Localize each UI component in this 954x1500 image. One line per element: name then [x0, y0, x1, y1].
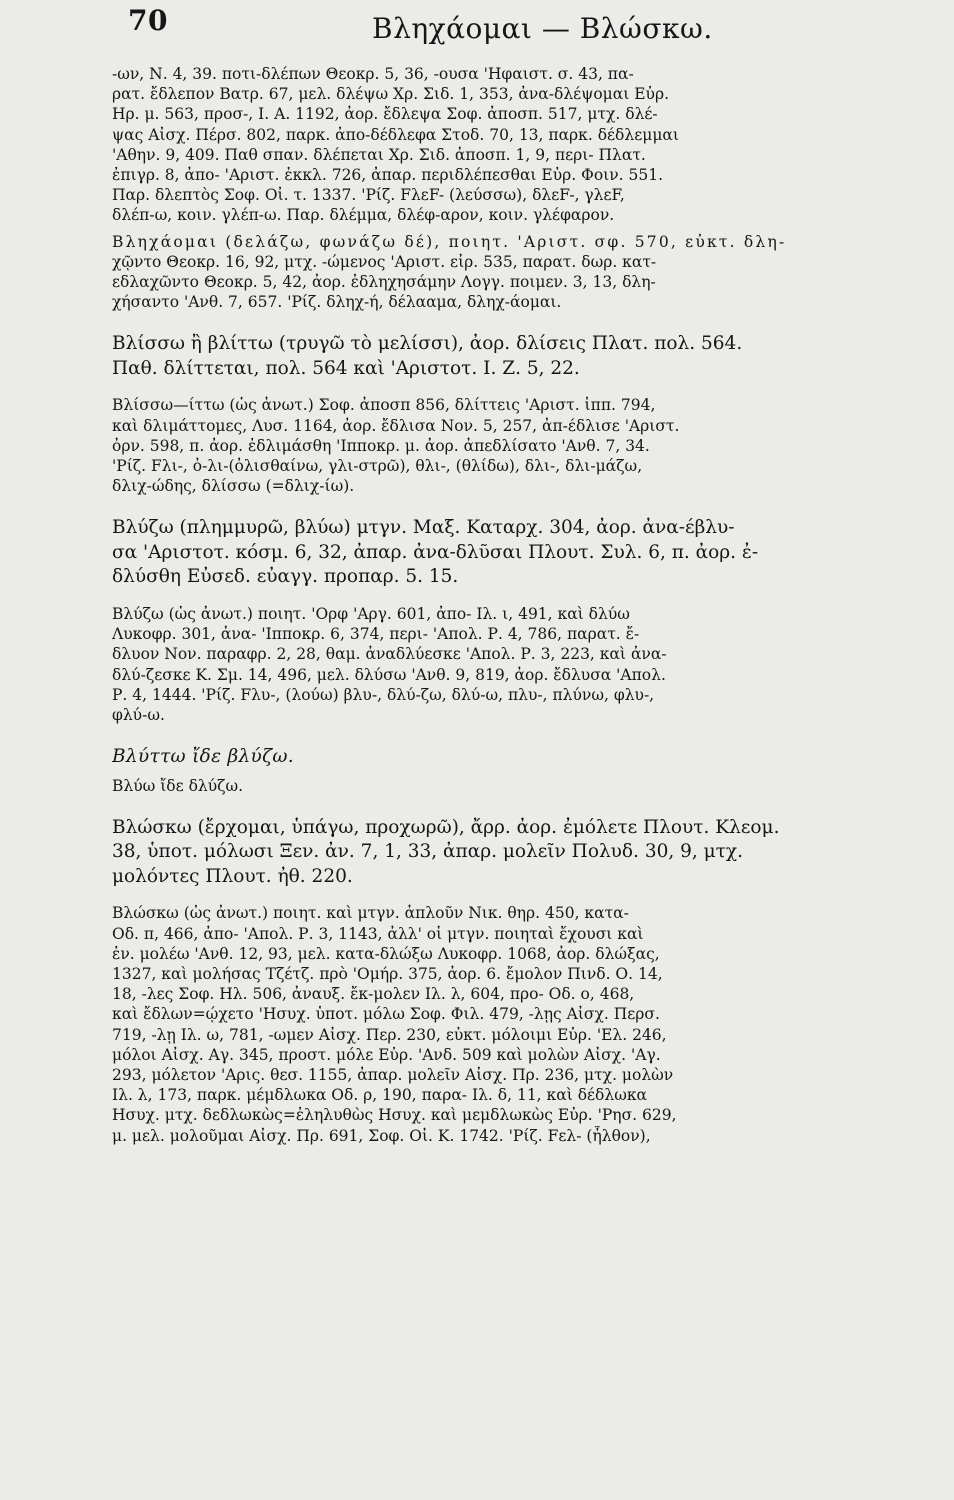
- text-line: Βλύζω (ὡς ἀνωτ.) ποιητ. 'Ορφ 'Αργ. 601, ἀπο- Ιλ. ι, 491, καὶ δλύω: [112, 604, 630, 623]
- text-line: 1327, καὶ μολήσας Τζέτζ. πρὸ 'Ομήρ. 375, ἀορ. 6. ἔμολον Πινδ. Ο. 14,: [112, 964, 663, 983]
- text-line: μολόντες Πλουτ. ἠθ. 220.: [112, 865, 353, 887]
- text-line: σα 'Αριστοτ. κόσμ. 6, 32, ἀπαρ. ἀνα-δλῦσαι Πλουτ. Συλ. 6, π. ἀορ. ἐ-: [112, 541, 759, 563]
- text-line: Βληχάομαι (δελάζω, φωνάζω δέ), ποιητ. 'Αριστ. σφ. 570, εὐκτ. δλη-: [112, 232, 787, 251]
- entry-blosko-main: [112, 816, 904, 890]
- text-line: 18, -λες Σοφ. Ηλ. 506, ἀναυξ. ἔκ-μολεν Ιλ. λ, 604, προ- Οδ. ο, 468,: [112, 985, 635, 1004]
- entry-blyzo-main: [112, 516, 904, 590]
- text-line: μόλοι Αἰσχ. Αγ. 345, προστ. μόλε Εὐρ. 'Ανδ. 509 καὶ μολὼν Αἰσχ. 'Αγ.: [112, 1045, 661, 1064]
- text-line: Ρ. 4, 1444. 'Ρίζ. Fλυ-, (λούω) βλυ-, δλύ-ζω, δλύ-ω, πλυ-, πλύνω, φλυ-,: [112, 685, 655, 704]
- text-line: δλύ-ζεσκε Κ. Σμ. 14, 496, μελ. δλύσω 'Ανθ. 9, 819, ἀορ. ἔδλυσα 'Απολ.: [112, 665, 666, 684]
- text-line: καὶ ἔδλων=ῴχετο 'Ησυχ. ὑποτ. μόλω Σοφ. Φιλ. 479, -λῃς Αἰσχ. Περσ.: [112, 1005, 660, 1024]
- entry-blytto: [112, 745, 904, 770]
- text-line: καὶ δλιμάττομες, Λυσ. 1164, ἀορ. ἔδλισα Νον. 5, 257, ἀπ-έδλισε 'Αριστ.: [112, 416, 680, 435]
- text-line: -ων, Ν. 4, 39. ποτι-δλέπων Θεοκρ. 5, 36, -ουσα 'Ηφαιστ. σ. 43, πα-: [112, 65, 634, 83]
- text-line: ρατ. ἔδλεπον Βατρ. 67, μελ. δλέψω Χρ. Σιδ. 1, 353, ἀνα-δλέψομαι Εὐρ.: [112, 85, 670, 104]
- text-line: Παθ. δλίττεται, πολ. 564 καὶ 'Αριστοτ. Ι. Ζ. 5, 22.: [112, 357, 580, 379]
- text-line: δλέπ-ω, κοιν. γλέπ-ω. Παρ. δλέμμα, δλέφ-αρον, κοιν. γλέφαρον.: [112, 206, 615, 225]
- entry-blepo-continuation: [112, 64, 904, 226]
- text-line: Βλίσσω ἢ βλίττω (τρυγῶ τὸ μελίσσι), ἀορ. δλίσεις Πλατ. πολ. 564.: [112, 333, 743, 355]
- text-line: χῷντο Θεοκρ. 16, 92, μτχ. -ώμενος 'Αριστ. εἰρ. 535, παρατ. δωρ. κατ-: [112, 252, 657, 271]
- text-line: Λυκοφρ. 301, ἀνα- 'Ιπποκρ. 6, 374, περι- 'Απολ. Ρ. 4, 786, παρατ. ἔ-: [112, 625, 640, 644]
- text-line: Ηρ. μ. 563, προσ-, Ι. Α. 1192, ἀορ. ἔδλεψα Σοφ. ἀποσπ. 517, μτχ. δλέ-: [112, 105, 658, 124]
- page-number: 70: [128, 4, 168, 37]
- text-line: 'Αθην. 9, 409. Παθ σπαν. δλέπεται Χρ. Σιδ. ἀποσπ. 1, 9, περι- Πλατ.: [112, 145, 646, 164]
- text-line: δλύσθη Εὐσεδ. εὐαγγ. προπαρ. 5. 15.: [112, 566, 459, 588]
- text-line: Ιλ. λ, 173, παρκ. μέμδλωκα Οδ. ρ, 190, παρα- Ιλ. δ, 11, καὶ δέδλωκα: [112, 1086, 648, 1105]
- text-line: Βλύττω ἴδε βλύζω.: [112, 746, 294, 768]
- text-line: Οδ. π, 466, ἀπο- 'Απολ. Ρ. 3, 1143, ἀλλ' οἱ μτγν. ποιηταὶ ἔχουσι καὶ: [112, 924, 644, 943]
- text-line: Βλύζω (πλημμυρῶ, βλύω) μτγν. Μαξ. Καταρχ. 304, ἀορ. ἀνα-έβλυ-: [112, 517, 735, 539]
- text-line: Βλίσσω—ίττω (ὡς ἀνωτ.) Σοφ. ἀποσπ 856, δλίττεις 'Αριστ. ἱππ. 794,: [112, 396, 656, 415]
- text-line: 719, -λῃ Ιλ. ω, 781, -ωμεν Αἰσχ. Περ. 230, εὐκτ. μόλοιμι Εὐρ. 'Ελ. 246,: [112, 1025, 667, 1044]
- page-content: [112, 64, 904, 1146]
- text-line: χήσαντο 'Ανθ. 7, 657. 'Ρίζ. δληχ-ή, δέλααμα, δληχ-άομαι.: [112, 293, 562, 312]
- text-line: δλυον Νον. παραφρ. 2, 28, θαμ. ἀναδλύεσκε 'Απολ. Ρ. 3, 223, καὶ ἀνα-: [112, 645, 667, 664]
- text-line: Ησυχ. μτχ. δεδλωκὼς=ἐληλυθὼς Ησυχ. καὶ μεμδλωκὼς Εὐρ. 'Ρησ. 629,: [112, 1106, 677, 1125]
- text-line: ψας Αἰσχ. Πέρσ. 802, παρκ. ἀπο-δέδλεφα Στοδ. 70, 13, παρκ. δέδλεμμαι: [112, 125, 679, 144]
- text-line: Βλώσκω (ἔρχομαι, ὑπάγω, προχωρῶ), ἄρρ. ἀορ. ἐμόλετε Πλουτ. Κλεομ.: [112, 816, 780, 838]
- text-line: 'Ρίζ. Fλι-, ὀ-λι-(ὀλισθαίνω, γλι-στρῶ), θλι-, (θλίδω), δλι-, δλι-μάζω,: [112, 457, 643, 476]
- text-line: ἐν. μολέω 'Ανθ. 12, 93, μελ. κατα-δλώξω Λυκοφρ. 1068, ἀορ. δλώξας,: [112, 944, 660, 963]
- entry-blosko-sub: [112, 903, 904, 1145]
- text-line: μ. μελ. μολοῦμαι Αἰσχ. Πρ. 691, Σοφ. Οἰ. Κ. 1742. 'Ρίζ. Fελ- (ἦλθον),: [112, 1126, 651, 1145]
- entry-blyo: [112, 776, 904, 796]
- text-line: ἐπιγρ. 8, ἀπο- 'Αριστ. ἐκκλ. 726, ἀπαρ. περιδλέπεσθαι Εὐρ. Φοιν. 551.: [112, 166, 664, 185]
- text-line: 293, μόλετον 'Αρις. θεσ. 1155, ἀπαρ. μολεῖν Αἰσχ. Πρ. 236, μτχ. μολὼν: [112, 1066, 674, 1084]
- text-line: φλύ-ω.: [112, 705, 165, 724]
- text-line: Βλύω ἴδε δλύζω.: [112, 776, 244, 795]
- entry-blyzo-sub: [112, 604, 904, 725]
- entry-blisso-main: [112, 332, 904, 381]
- entry-blisso-itto: [112, 395, 904, 496]
- text-line: δλιχ-ώδης, δλίσσω (=δλιχ-ίω).: [112, 477, 355, 496]
- text-line: εδλαχῶντο Θεοκρ. 5, 42, ἀορ. ἐδληχησάμην Λογγ. ποιμεν. 3, 13, δλη-: [112, 273, 656, 292]
- text-line: Βλώσκω (ὡς ἀνωτ.) ποιητ. καὶ μτγν. ἁπλοῦν Νικ. θηρ. 450, κατα-: [112, 904, 629, 923]
- text-line: 38, ὑποτ. μόλωσι Ξεν. ἀν. 7, 1, 33, ἀπαρ. μολεῖν Πολυδ. 30, 9, μτχ.: [112, 841, 744, 863]
- text-line: ὀρν. 598, π. ἀορ. ἐδλιμάσθη 'Ιπποκρ. μ. ἀορ. ἀπεδλίσατο 'Ανθ. 7, 34.: [112, 436, 650, 455]
- running-head: Βληχάομαι — Βλώσκω.: [372, 12, 713, 45]
- entry-blechaomai: [112, 232, 904, 313]
- text-line: Παρ. δλεπτὸς Σοφ. Οἰ. τ. 1337. 'Ρίζ. FλεF- (λεύσσω), δλεF-, γλεF,: [112, 186, 625, 205]
